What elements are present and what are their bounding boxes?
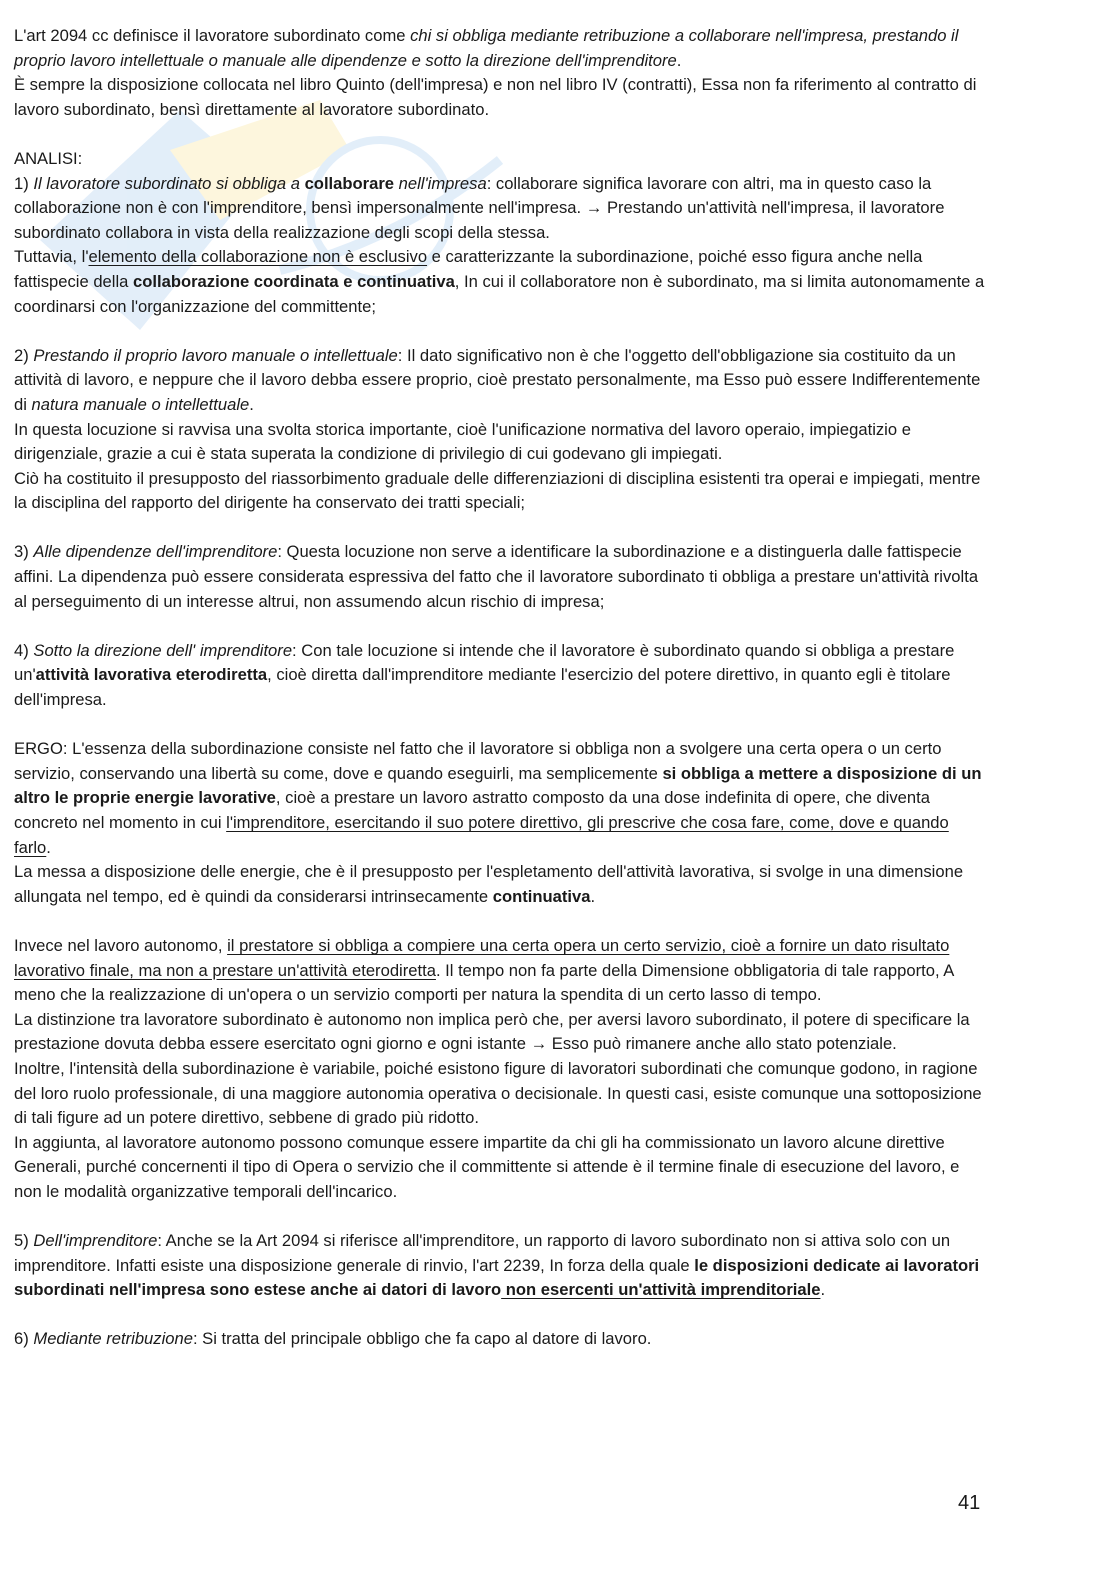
intro-paragraph: L'art 2094 cc definisce il lavoratore subordinato come chi si obbliga mediante retribuzione a collaborare nell'impresa, prestando il proprio lavoro intellettuale o manuale alle dipendenze e sotto la direzione dell'imprenditore. — [14, 26, 959, 70]
analisi-heading: ANALISI: — [14, 148, 83, 168]
intro-paragraph-2: È sempre la disposizione collocata nel libro Quinto (dell'impresa) e non nel libro IV (contratti), Essa non fa riferimento al contratto di lavoro subordinato, bensì direttamente al lavoratore subordinato. — [14, 75, 977, 119]
autonomous-work-paragraph-2: La distinzione tra lavoratore subordinato è autonomo non implica però che, per aversi lavoro subordinato, il potere di specificare la prestazione dovuta debba essere esercitato ogni giorno e ogni istante → Esso può rimanere anche allo stato potenziale. — [14, 1009, 970, 1054]
point-4: 4) Sotto la direzione dell' imprenditore: Con tale locuzione si intende che il lavoratore è subordinato quando si obbliga a prestare un'attività lavorativa eterodiretta, cioè diretta dall'imprenditore mediante l'esercizio del potere direttivo, in quanto egli è titolare dell'impresa. — [14, 640, 955, 710]
point-6: 6) Mediante retribuzione: Si tratta del principale obbligo che fa capo al datore di lavoro. — [14, 1329, 652, 1349]
point-2-paragraph-2: In questa locuzione si ravvisa una svolta storica importante, cioè l'unificazione normativa del lavoro operaio, impiegatizio e dirigenziale, grazie a cui è stata superata la condizione di privilegio di cui godevano gli impiegati. — [14, 419, 911, 464]
point-1-continuation: Tuttavia, l'elemento della collaborazione non è esclusivo e caratterizzante la subordinazione, poiché esso figura anche nella fattispecie della collaborazione coordinata e continuativa, In cui il collaboratore non è subordinato, ma si limita autonomamente a coordinarsi con l'organizzazione del committente; — [14, 247, 985, 316]
autonomous-work-paragraph-3: Inoltre, l'intensità della subordinazione è variabile, poiché esistono figure di lavoratori subordinati che comunque godono, in ragione del loro ruolo professionale, di una maggiore autonomia operativa o decisionale. In questi casi, esiste comunque una sottoposizione di tali figure ad un potere direttivo, sebbene di grado più ridotto. — [14, 1058, 982, 1128]
point-5: 5) Dell'imprenditore: Anche se la Art 2094 si riferisce all'imprenditore, un rapporto di lavoro subordinato non si attiva solo con un imprenditore. Infatti esiste una disposizione generale di rinvio, l'art 2239, In forza della quale le disposizioni dedicate ai lavoratori subordinati nell'impresa sono estese anche ai datori di lavoro non esercenti un'attività imprenditoriale. — [14, 1231, 980, 1300]
autonomous-work-paragraph: Invece nel lavoro autonomo, il prestatore si obbliga a compiere una certa opera un certo servizio, cioè a fornire un dato risultato lavorativo finale, ma non a prestare un'attività eterodiretta. Il tempo non fa parte della Dimensione obbligatoria di tale rapporto, A meno che la realizzazione di un'opera o un servizio comporti per natura la spendita di un certo lasso di tempo. — [14, 935, 954, 1005]
ergo-paragraph: ERGO: L'essenza della subordinazione consiste nel fatto che il lavoratore si obbliga non a svolgere una certa opera o un certo servizio, conservando una libertà su come, dove e quando eseguirli, ma semplicemente si obbliga a mettere a disposizione di un altro le proprie energie lavorative, cioè a prestare un lavoro astratto composto da una dose indefinita di opere, che diventa concreto nel momento in cui l'imprenditore, esercitando il suo potere direttivo, gli prescrive che cosa fare, come, dove e quando farlo. — [14, 739, 982, 857]
point-3: 3) Alle dipendenze dell'imprenditore: Questa locuzione non serve a identificare la subordinazione e a distinguerla dalle fattispecie affini. La dipendenza può essere considerata espressiva del fatto che il lavoratore subordinato ti obbliga a prestare un'attività rivolta al perseguimento di un interesse altrui, non assumendo alcun rischio di impresa; — [14, 542, 979, 611]
ergo-paragraph-2: La messa a disposizione delle energie, che è il presupposto per l'espletamento dell'attività lavorativa, si svolge in una dimensione allungata nel tempo, ed è quindi da considerarsi intrinsecamente continuativa. — [14, 862, 964, 906]
document-body — [14, 24, 989, 1352]
autonomous-work-paragraph-4: In aggiunta, al lavoratore autonomo possono comunque essere impartite da chi gli ha commissionato un lavoro alcune direttive Generali, purché concernenti il tipo di Opera o servizio che il committente si attende è il termine finale di esecuzione del lavoro, e non le modalità organizzative temporali dell'incarico. — [14, 1132, 960, 1201]
page-number: 41 — [958, 1492, 981, 1514]
point-2-paragraph-3: Ciò ha costituito il presupposto del riassorbimento graduale delle differenziazioni di disciplina esistenti tra operai e impiegati, mentre la disciplina del rapporto del dirigente ha conservato dei tratti speciali; — [14, 468, 981, 513]
point-2: 2) Prestando il proprio lavoro manuale o intellettuale: Il dato significativo non è che l'oggetto dell'obbligazione sia costituito da un attività di lavoro, e neppure che il lavoro debba essere proprio, cioè prestato personalmente, ma Esso può essere Indifferentemente di natura manuale o intellettuale. — [14, 345, 981, 414]
point-1: 1) Il lavoratore subordinato si obbliga a collaborare nell'impresa: collaborare significa lavorare con altri, ma in questo caso la collaborazione non è con l'imprenditore, bensì impersonalmente nell'impresa. → Prestando un'attività nell'impresa, il lavoratore subordinato collabora in vista della realizzazione degli scopi della stessa. — [14, 173, 945, 242]
